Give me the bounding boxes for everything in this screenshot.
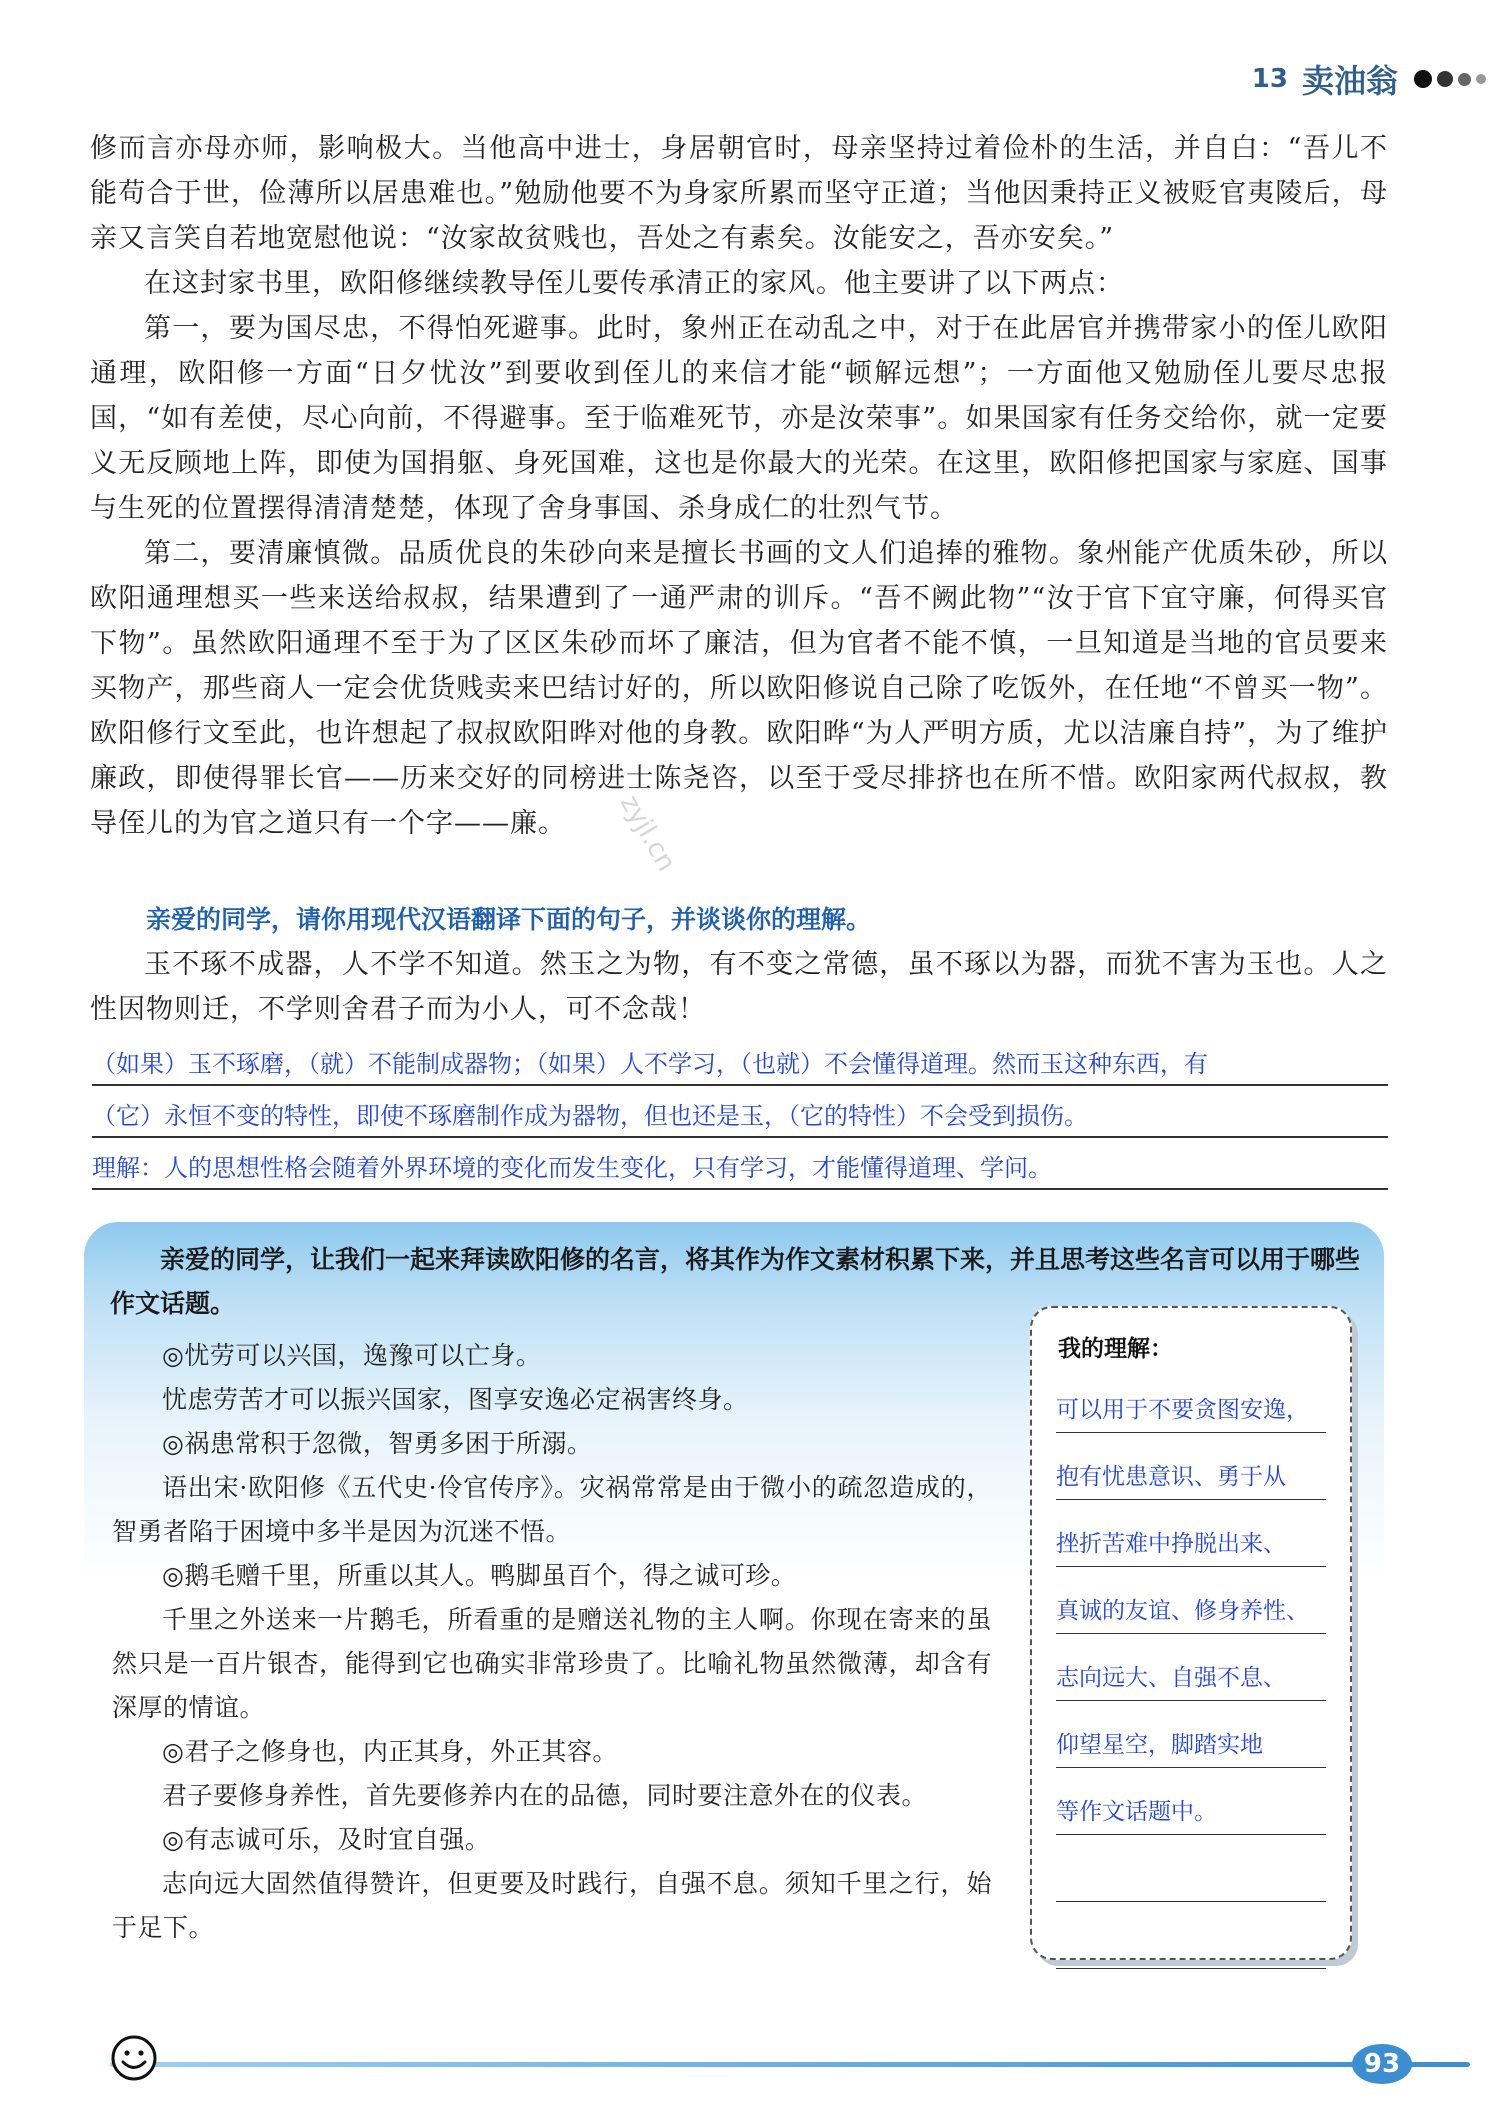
quote-explanation: 语出宋·欧阳修《五代史·伶官传序》。灾祸常常是由于微小的疏忽造成的，智勇者陷于困境中多半是因为沉迷不悟。 <box>112 1473 992 1546</box>
running-header <box>1252 56 1486 102</box>
paragraph: 第二，要清廉慎微。品质优良的朱砂向来是擅长书画的文人们追捧的雅物。象州能产优质朱砂，所以欧阳通理想买一些来送给叔叔，结果遭到了一通严肃的训斥。“吾不阙此物”“汝于官下宜守廉，何得买官下物”。虽然欧阳通理不至于为了区区朱砂而坏了廉洁，但为官者不能不慎，一旦知道是当地的官员要来买物产，那些商人一定会优货贱卖来巴结讨好的，所以欧阳修说自己除了吃饭外，在任地“不曾买一物”。欧阳修行文至此，也许想起了叔叔欧阳晔对他的身教。欧阳晔“为人严明方质，尤以洁廉自持”，为了维护廉政，即使得罪长官——历来交好的同榜进士陈尧咨，以至于受尽排挤也在所不惜。欧阳家两代叔叔，教导侄儿的为官之道只有一个字——廉。 <box>90 538 1388 839</box>
sentence-text: 玉不琢不成器，人不学不知道。然玉之为物，有不变之常德，虽不琢以为器，而犹不害为玉也。人之性因物则迁，不学则舍君子而为小人，可不念哉！ <box>90 949 1388 1025</box>
footer-rule <box>110 2062 1470 2067</box>
paragraph: 修而言亦母亦师，影响极大。当他高中进士，身居朝官时，母亲坚持过着俭朴的生活，并自白：“吾儿不能苟合于世，俭薄所以居患难也。”勉励他要不为身家所累而坚守正道；当他因秉持正义被贬官夷陵后，母亲又言笑自若地宽慰他说：“汝家故贫贱也，吾处之有素矣。汝能安之，吾亦安矣。” <box>90 133 1388 254</box>
lesson-title: 卖油翁 <box>1301 62 1398 100</box>
decorative-dots <box>1414 70 1486 88</box>
quote: ◎鹅毛赠千里，所重以其人。鸭脚虽百个，得之诚可珍。 <box>162 1561 797 1590</box>
note-title: 我的理解： <box>1058 1336 1173 1362</box>
paragraph: 在这封家书里，欧阳修继续教导侄儿要传承清正的家风。他主要讲了以下两点： <box>144 268 1124 299</box>
quote: ◎忧劳可以兴国，逸豫可以亡身。 <box>162 1341 542 1370</box>
answer-line: （它）永恒不变的特性，即使不琢磨制作成为器物，但也还是玉，（它的特性）不会受到损伤。 <box>92 1096 1388 1138</box>
quote-explanation: 千里之外送来一片鹅毛，所看重的是赠送礼物的主人啊。你现在寄来的虽然只是一百片银杏，能得到它也确实非常珍贵了。比喻礼物虽然微薄，却含有深厚的情谊。 <box>112 1605 992 1722</box>
note-line: 可以用于不要贪图安逸， <box>1056 1382 1326 1433</box>
lesson-number: 13 <box>1251 64 1288 94</box>
quote: ◎有志诚可乐，及时宜自强。 <box>162 1825 491 1854</box>
quote-explanation: 志向远大固然值得赞许，但更要及时践行，自强不息。须知千里之行，始于足下。 <box>112 1869 992 1942</box>
note-line <box>1056 1918 1326 1969</box>
note-line: 抱有忧患意识、勇于从 <box>1056 1449 1326 1500</box>
quote-explanation: 忧虑劳苦才可以振兴国家，图享安逸必定祸害终身。 <box>162 1385 749 1414</box>
classical-sentence <box>90 942 1388 1032</box>
note-line: 挫折苦难中挣脱出来、 <box>1056 1516 1326 1567</box>
dot-icon <box>1476 74 1486 84</box>
answer-line: 理解：人的思想性格会随着外界环境的变化而发生变化，只有学习，才能懂得道理、学问。 <box>92 1148 1388 1190</box>
note-line: 志向远大、自强不息、 <box>1056 1650 1326 1701</box>
quotes-list <box>112 1334 992 1950</box>
dot-icon <box>1414 70 1432 88</box>
smiley-icon <box>110 2034 158 2082</box>
quote: ◎祸患常积于忽微，智勇多困于所溺。 <box>162 1429 593 1458</box>
watermark: zyjl.cn <box>614 790 682 877</box>
paragraph: 第一，要为国尽忠，不得怕死避事。此时，象州正在动乱之中，对于在此居官并携带家小的侄儿欧阳通理，欧阳修一方面“日夕忧汝”到要收到侄儿的来信才能“顿解远想”；一方面他又勉励侄儿要尽忠报国，“如有差使，尽心向前，不得避事。至于临难死节，亦是汝荣事”。如果国家有任务交给你，就一定要义无反顾地上阵，即使为国捐躯、身死国难，这也是你最大的光荣。在这里，欧阳修把国家与家庭、国事与生死的位置摆得清清楚楚，体现了舍身事国、杀身成仁的壮烈气节。 <box>90 313 1388 524</box>
note-line <box>1056 1851 1326 1902</box>
note-line: 等作文话题中。 <box>1056 1784 1326 1835</box>
note-line: 仰望星空，脚踏实地 <box>1056 1717 1326 1768</box>
note-line: 真诚的友谊、修身养性、 <box>1056 1583 1326 1634</box>
quote: ◎君子之修身也，内正其身，外正其容。 <box>162 1737 618 1766</box>
dot-icon <box>1437 71 1453 87</box>
answer-line: （如果）玉不琢磨，（就）不能制成器物；（如果）人不学习，（也就）不会懂得道理。然而玉这种东西，有 <box>92 1044 1388 1086</box>
quote-explanation: 君子要修身养性，首先要修养内在的品德，同时要注意外在的仪表。 <box>162 1781 928 1810</box>
page-number: 93 <box>1352 2044 1412 2084</box>
dot-icon <box>1458 73 1471 86</box>
intro-text: 亲爱的同学，让我们一起来拜读欧阳修的名言，将其作为作文素材积累下来，并且思考这些名言可以用于哪些作文话题。 <box>110 1245 1361 1318</box>
translate-prompt: 亲爱的同学，请你用现代汉语翻译下面的句子，并谈谈你的理解。 <box>146 905 872 934</box>
main-text <box>90 126 1388 846</box>
